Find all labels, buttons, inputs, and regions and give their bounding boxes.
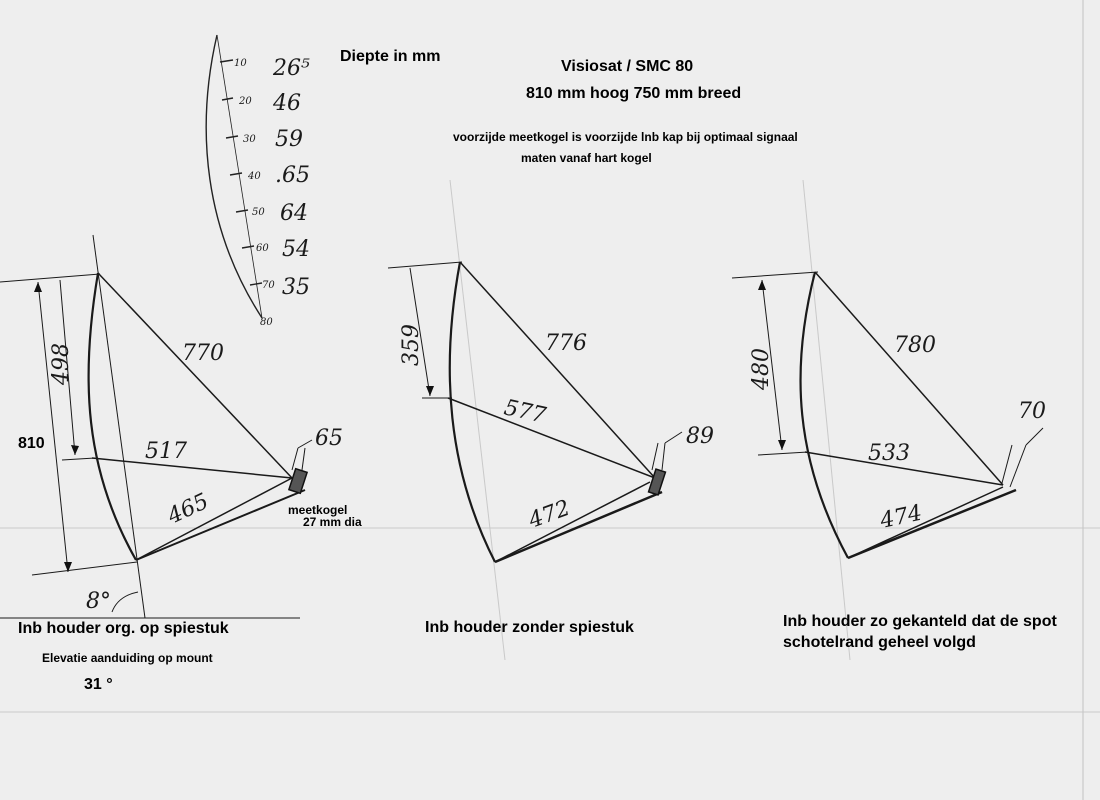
depth-value: 35	[282, 275, 310, 300]
depth-tick: 70	[262, 280, 275, 291]
d3-arrow	[758, 280, 766, 290]
d1-lower	[136, 478, 292, 560]
d2-holder	[495, 492, 662, 562]
d2-arrow	[426, 386, 434, 396]
depth-values	[272, 56, 310, 300]
diagram-1	[0, 235, 312, 618]
note-ball-position: voorzijde meetkogel is voorzijde lnb kap bij optimaal signaal	[453, 130, 798, 144]
depth-tick: 40	[248, 171, 261, 182]
depth-tick: 80	[260, 317, 273, 328]
depth-tick: 50	[252, 207, 265, 218]
d3-top-extension	[732, 272, 818, 278]
d1-ext-mid	[62, 458, 95, 460]
d1-angle: 8°	[86, 589, 111, 614]
d1-dim-offset: 65	[315, 426, 343, 451]
d3-caption-line2: schotelrand geheel volgd	[783, 634, 976, 651]
depth-ticks	[234, 58, 275, 328]
depth-title: Diepte in mm	[340, 48, 441, 65]
d2-dim-vertical: 359	[399, 324, 424, 366]
d1-dim-lower: 465	[163, 489, 213, 530]
depth-tick: 30	[243, 134, 256, 145]
d1-holder	[136, 490, 305, 560]
depth-value: 26⁵	[273, 56, 310, 81]
depth-value: 64	[280, 201, 308, 226]
product-title: Visiosat / SMC 80	[561, 58, 694, 75]
d1-dish-curve	[89, 273, 136, 560]
depth-value: 54	[282, 237, 310, 262]
d1-dim-diagonal: 770	[182, 341, 224, 366]
d2-diagonal	[460, 262, 655, 478]
d3-dim-vertical: 480	[749, 348, 774, 390]
d3-caption-line1: Inb houder zo gekanteld dat de spot	[783, 613, 1057, 630]
d1-diagonal	[98, 273, 292, 478]
d1-ball-label: meetkogel	[288, 503, 348, 517]
d1-elevation-value: 31 °	[84, 676, 113, 693]
d2-dim-diagonal: 776	[545, 331, 587, 356]
depth-tick: 60	[256, 243, 269, 254]
d3-ext-mid	[758, 452, 808, 455]
d1-angle-arc	[112, 592, 138, 612]
d2-caption: Inb houder zonder spiestuk	[425, 619, 634, 636]
d3-dim-diagonal: 780	[894, 333, 936, 358]
d1-ball-size: 27 mm dia	[303, 515, 362, 529]
d1-top-extension	[0, 274, 100, 282]
d1-height-label: 810	[18, 435, 45, 452]
dish-size: 810 mm hoog 750 mm breed	[526, 85, 742, 102]
d3-dim-lower: 474	[878, 500, 925, 534]
depth-value: .65	[275, 163, 310, 188]
d1-ext-bottom	[32, 562, 137, 575]
d2-lower	[495, 482, 650, 562]
d2-horizontal	[448, 398, 655, 478]
d2-top-extension	[388, 262, 462, 268]
depth-tick: 20	[239, 96, 252, 107]
note-measure-origin: maten vanaf hart kogel	[521, 151, 652, 165]
d2-dim-horizontal: 577	[501, 395, 549, 429]
depth-value: 46	[273, 91, 301, 116]
d1-arrow	[71, 445, 79, 455]
d1-arrow	[34, 282, 42, 292]
d2-dim-lower: 472	[525, 495, 574, 534]
d3-dim-horizontal: 533	[868, 441, 910, 466]
d2-dim-offset: 89	[686, 424, 714, 449]
d1-horizontal	[92, 458, 292, 478]
d3-dish-curve	[800, 272, 848, 558]
d1-elevation-label: Elevatie aanduiding op mount	[42, 651, 213, 665]
d1-dim-vertical: 498	[49, 343, 74, 385]
depth-value: 59	[275, 127, 303, 152]
d3-holder	[848, 490, 1016, 558]
depth-tick: 10	[234, 58, 247, 69]
d1-dim-horizontal: 517	[145, 439, 187, 464]
d1-caption: Inb houder org. op spiestuk	[18, 620, 229, 637]
d3-arrow	[778, 440, 786, 450]
d3-dim-offset: 70	[1018, 399, 1046, 424]
